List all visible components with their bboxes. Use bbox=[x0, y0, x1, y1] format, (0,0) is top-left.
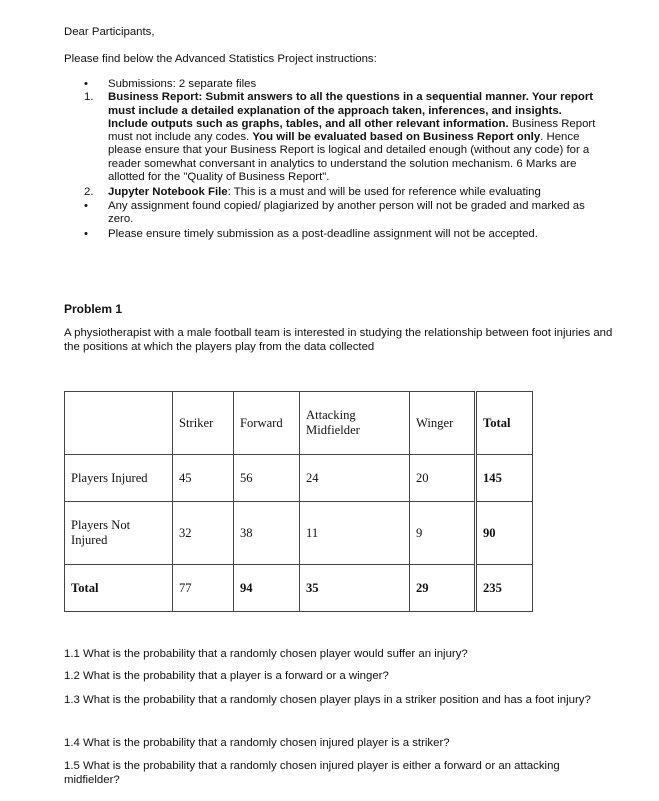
row-label: Players Injured bbox=[65, 455, 173, 502]
table-header-cell: Winger bbox=[410, 392, 476, 455]
problem-description: A physiotherapist with a male football team is interested in studying the relationship between foot injuries and the positions at which the players play from the data collected bbox=[64, 327, 613, 353]
table-header-cell: Total bbox=[476, 392, 533, 455]
question-1-3: 1.3 What is the probability that a randomly chosen player plays in a striker position and has a foot injury? bbox=[64, 694, 591, 706]
table-cell: 90 bbox=[476, 502, 533, 565]
list-item-plagiarism: • Any assignment found copied/ plagiarized by another person will not be graded and marked as zero. bbox=[84, 199, 585, 225]
table-cell: 24 bbox=[300, 455, 410, 502]
table-cell: 235 bbox=[476, 565, 533, 612]
table-cell: 29 bbox=[410, 565, 476, 612]
question-1-2: 1.2 What is the probability that a player is a forward or a winger? bbox=[64, 670, 389, 682]
table-cell: 77 bbox=[173, 565, 234, 612]
table-row bbox=[65, 502, 533, 565]
row-label: Total bbox=[65, 565, 173, 612]
table-row bbox=[65, 455, 533, 502]
table-header-row bbox=[65, 392, 533, 455]
list-item-jupyter: 2. Jupyter Notebook File: This is a must and will be used for reference while evaluating bbox=[84, 186, 541, 199]
table-cell: 9 bbox=[410, 502, 476, 565]
table-cell: 38 bbox=[234, 502, 300, 565]
problem-heading: Problem 1 bbox=[64, 302, 123, 316]
table-cell: 56 bbox=[234, 455, 300, 502]
table-header-cell: Attacking Midfielder bbox=[300, 392, 410, 455]
table-header-cell: Striker bbox=[173, 392, 234, 455]
salutation: Dear Participants, bbox=[64, 26, 155, 38]
list-item-business-report: 1. Business Report: Submit answers to all the questions in a sequential manner. Your report must include a detailed explanation of the approach taken, inferences, and insights. Include outputs such as graphs, tables, and all other relevant information. Business Report must not include any codes. You will be evaluated based on Business Report only. Hence please ensure that your Business Report is logical and detailed enough (without any code) for a reader somewhat conversant in analytics to understand the solution mechanism. 6 Marks are allotted for the "Quality of Business Report". bbox=[84, 91, 596, 184]
intro-text: Please find below the Advanced Statistics Project instructions: bbox=[64, 53, 377, 65]
list-item-submissions: • Submissions: 2 separate files bbox=[84, 78, 257, 90]
table-cell: 45 bbox=[173, 455, 234, 502]
instructions-list bbox=[84, 78, 604, 242]
table-cell: 32 bbox=[173, 502, 234, 565]
table-cell: 11 bbox=[300, 502, 410, 565]
table-cell: 20 bbox=[410, 455, 476, 502]
bullet-icon: • bbox=[84, 228, 88, 241]
row-label: Players Not Injured bbox=[65, 502, 173, 565]
table-header-cell bbox=[65, 392, 173, 455]
table-cell: 94 bbox=[234, 565, 300, 612]
bullet-icon: • bbox=[84, 78, 88, 90]
contingency-table bbox=[64, 391, 533, 612]
question-1-1: 1.1 What is the probability that a randomly chosen player would suffer an injury? bbox=[64, 648, 468, 660]
table-header-cell: Forward bbox=[234, 392, 300, 455]
table-cell: 145 bbox=[476, 455, 533, 502]
bullet-icon: • bbox=[84, 199, 88, 212]
list-item-timely: • Please ensure timely submission as a post-deadline assignment will not be accepted. bbox=[84, 228, 538, 241]
question-1-5: 1.5 What is the probability that a randomly chosen injured player is either a forward or an attacking midfielder? bbox=[64, 760, 560, 786]
table-row bbox=[65, 565, 533, 612]
question-1-4: 1.4 What is the probability that a randomly chosen injured player is a striker? bbox=[64, 737, 450, 749]
table-cell: 35 bbox=[300, 565, 410, 612]
